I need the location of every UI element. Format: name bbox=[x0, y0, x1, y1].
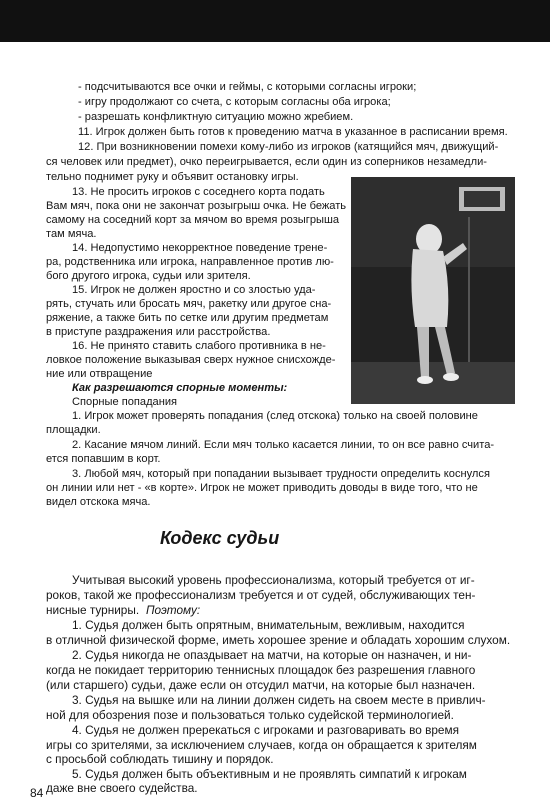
text-line: с просьбой соблюдать тишину и порядок. bbox=[46, 752, 274, 766]
text-line: ловкое положение выказывая сверх нужное снисхожде- bbox=[46, 354, 336, 366]
text-line: 16. Не принято ставить слабого противника в не- bbox=[72, 340, 326, 352]
text-line: 2. Судья никогда не опаздывает на матчи, на которые он назначен, и ни- bbox=[72, 648, 472, 662]
text-line: 1. Игрок может проверять попадания (след отскока) только на своей половине bbox=[72, 410, 478, 422]
text-line: 1. Судья должен быть опрятным, внимательным, вежливым, находится bbox=[72, 618, 465, 632]
text-line: ся человек или предмет), очко переигрывается, если один из соперников незамедли- bbox=[46, 156, 487, 168]
text-line: ние или отвращение bbox=[46, 368, 153, 380]
text-line: 3. Судья на вышке или на линии должен сидеть на своем месте в привлич- bbox=[72, 693, 486, 707]
text-line: ной для обозрения позе и пользоваться только судейской терминологией. bbox=[46, 708, 454, 722]
text-line: 15. Игрок не должен яростно и со злостью уда- bbox=[72, 284, 316, 296]
text-line: ряжение, а также бить по сетке или другим предметам bbox=[46, 312, 329, 324]
text-line: (или старшего) судьи, даже если он отсудил матчи, на которые был назначен. bbox=[46, 678, 476, 692]
page-number: 84 bbox=[30, 786, 44, 800]
text-line: - игру продолжают со счета, с которым согласны оба игрока; bbox=[78, 96, 391, 108]
text-line: Вам мяч, пока они не закончат розыгрыш очка. Не бежать bbox=[46, 200, 347, 212]
text-line: рять, стучать или бросать мяч, ракетку или другое сна- bbox=[46, 298, 332, 310]
text-line: ется попавшим в корт. bbox=[46, 453, 161, 465]
text-line: в приступе раздражения или расстройства. bbox=[46, 326, 271, 338]
text-line: 13. Не просить игроков с соседнего корта подать bbox=[72, 186, 325, 198]
disputes-heading: Как разрешаются спорные моменты: bbox=[72, 382, 288, 394]
text-line: даже вне своего судейства. bbox=[46, 781, 198, 795]
text-line: 11. Игрок должен быть готов к проведению матча в указанное в расписании время. bbox=[78, 126, 508, 138]
text-line: площадки. bbox=[46, 424, 101, 436]
text-line: в отличной физической форме, иметь хорошее зрение и обладать хорошим слухом. bbox=[46, 633, 511, 647]
text-line: Учитывая высокий уровень профессионализма, который требуется от иг- bbox=[72, 573, 475, 587]
text-line: 5. Судья должен быть объективным и не проявлять симпатий к игрокам bbox=[72, 767, 467, 781]
text-line: - подсчитываются все очки и геймы, с которыми согласны игроки; bbox=[78, 81, 417, 93]
text-line: 2. Касание мячом линий. Если мяч только касается линии, то он все равно счита- bbox=[72, 439, 495, 451]
text-line: 3. Любой мяч, который при попадании вызывает трудности определить коснулся bbox=[72, 468, 490, 480]
text-line: Поэтому: bbox=[146, 603, 201, 617]
text-line: роков, такой же профессионализм требуется и от судей, обслуживающих тен- bbox=[46, 588, 476, 602]
text-line: 14. Недопустимо некорректное поведение трене- bbox=[72, 242, 328, 254]
text-line: там мяча. bbox=[46, 228, 97, 240]
text-line: - разрешать конфликтную ситуацию можно жребием. bbox=[78, 111, 354, 123]
text-line: игры со зрителями, за исключением случаев, когда он обращается к зрителям bbox=[46, 738, 477, 752]
text-line: нисные турниры. bbox=[46, 603, 140, 617]
header-bar bbox=[0, 0, 550, 42]
text-line: ра, родственника или игрока, направленное против лю- bbox=[46, 256, 334, 268]
text-line: 4. Судья не должен пререкаться с игроками и разговаривать во время bbox=[72, 723, 459, 737]
text-line: он линии или нет - «в корте». Игрок не может приводить доводы в виде того, что не bbox=[46, 482, 478, 494]
text-line: Спорные попадания bbox=[72, 396, 178, 408]
tennis-player-photo bbox=[351, 177, 515, 404]
text-line: видел отскока мяча. bbox=[46, 496, 151, 508]
text-line: тельно поднимет руку и объявит остановку игры. bbox=[46, 171, 299, 183]
text-line: 12. При возникновении помехи кому-либо из игроков (катящийся мяч, движущий- bbox=[78, 141, 499, 153]
text-line: бого другого игрока, судьи или зрителя. bbox=[46, 270, 251, 282]
text-line: когда не покидает территорию теннисных площадок без разрешения главного bbox=[46, 663, 476, 677]
text-line: самому на соседний корт за мячом во время розыгрыша bbox=[46, 214, 340, 226]
section-title: Кодекс судьи bbox=[160, 528, 280, 548]
